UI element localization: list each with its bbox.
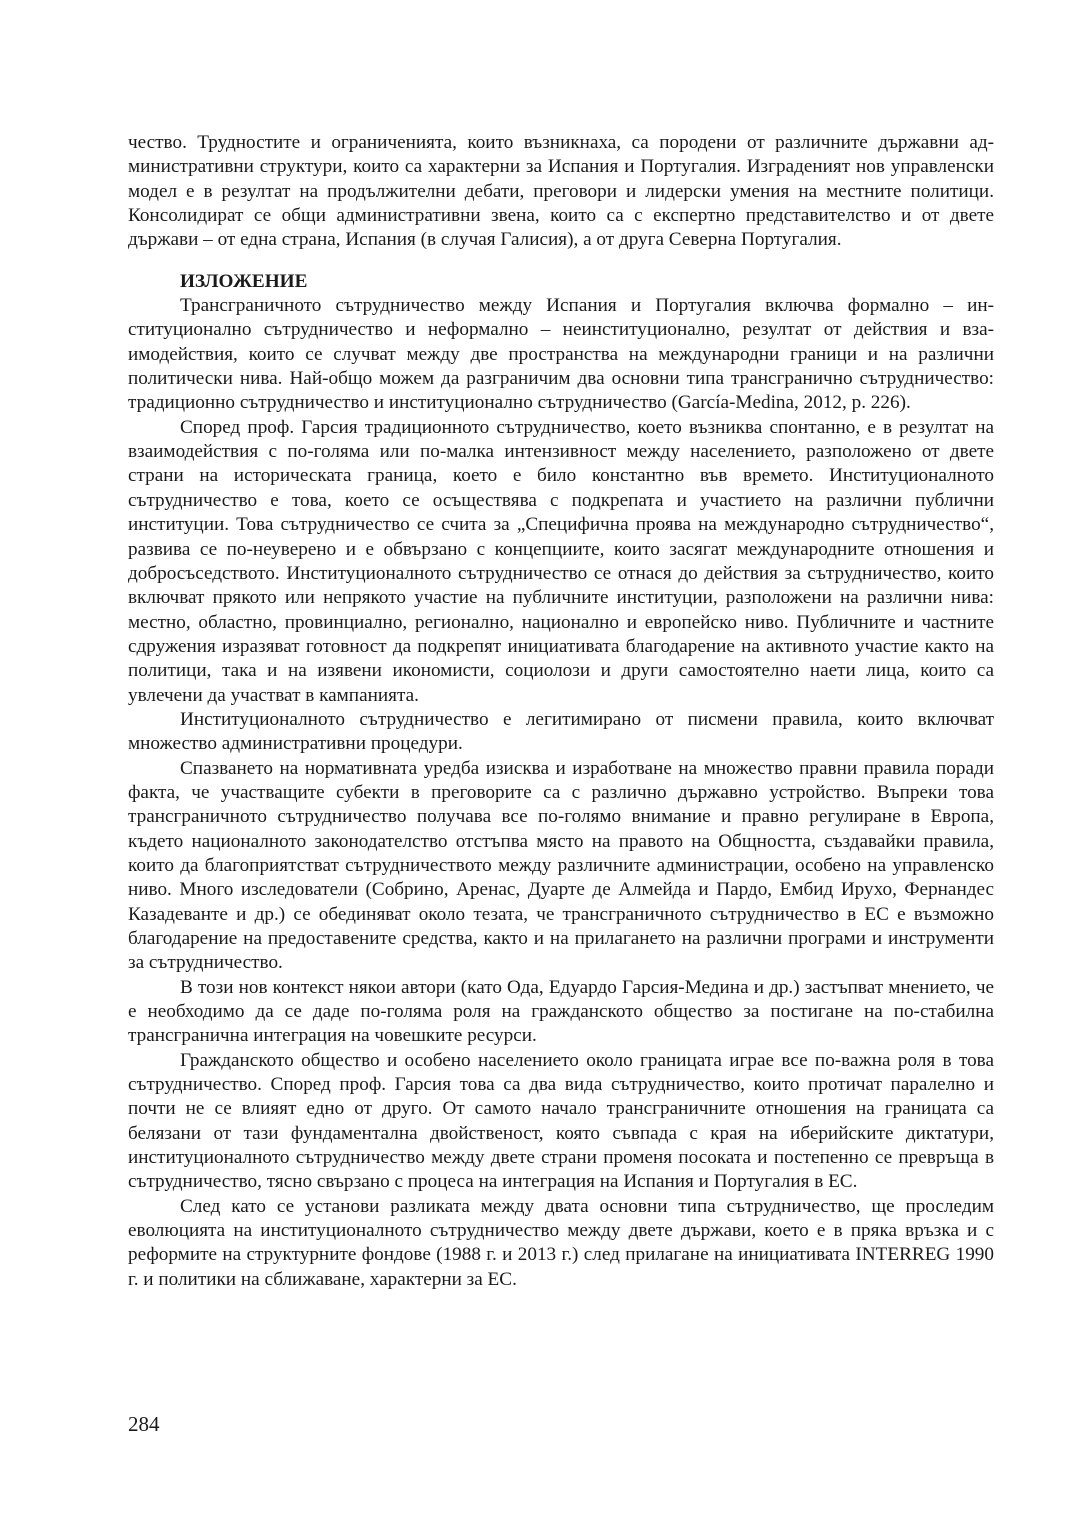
body-paragraph-4: Спазването на нормативната уредба изисква и изработване на множество правни правила поради факта, че участващите субекти в преговорите са с различно държавно устройство. Въпреки това трансграничното сътрудничество получава все по-голямо внимание и правно регулиране в Европа, където националното законодателство отстъпва място на правото на Общността, създавайки правила, които да благоприятстват сътрудничеството между различните администрации, особено на управленско ниво. Много изследователи (Собрино, Аренас, Дуарте де Алмейда и Пардо, Ембид Ирухо, Фернандес Казадеванте и др.) се обединяват около тезата, че трансграничното сътрудничество в ЕС е възможно благодарение на предоставените средства, както и на прилагането на различни програми и инструменти за сътрудничество. [128, 757, 994, 974]
body-paragraph-7: След като се установи разликата между двата основни типа сътрудничество, ще проследим еволюцията на институционалното сътрудничество между двете държави, което е в пряка връзка и с реформите на структурните фондове (1988 г. и 2013 г.) след прилагане на инициативата INTERREG 1990 г. и политики на сближаване, характерни за ЕС. [128, 1195, 994, 1290]
body-paragraph-3: Институционалното сътрудничество е легитимирано от писмени правила, които включват множество административни процедури. [128, 708, 994, 755]
body-paragraph-5: В този нов контекст някои автори (като Ода, Едуардо Гарсия-Медина и др.) застъпват мнението, че е необходимо да се даде по-голяма роля на гражданското общество за постигане на по-стабилна трансгранична интеграция на човешките ресурси. [128, 976, 994, 1047]
page-body [128, 131, 994, 1292]
page-number: 284 [128, 1412, 160, 1436]
body-paragraph-1: Трансграничното сътрудничество между Испания и Португалия включва формално – институционално сътрудничество и неформално – неинституционално, резултат от действия и взаимодействия, които се случват между две пространства на международни граници и на различни политически нива. Най-общо можем да разграничим два основни типа трансгранично сътрудничество: традиционно сътрудничество и институционално сътрудничество (García-Medina, 2012, p. 226). [128, 295, 994, 414]
section-heading: ИЗЛОЖЕНИЕ [180, 270, 308, 292]
intro-paragraph: чество. Трудностите и ограниченията, които възникнаха, са породени от различните държавни административни структури, които са характерни за Испания и Португалия. Изградeният нов управленски модел е в резултат на продължителни дебати, преговори и лидерски умения на местните политици. Консолидират се общи административни звена, които са с експертно представителство и от двете държави – от една страна, Испания (в случая Галисия), а от друга Северна Португалия. [128, 132, 994, 251]
body-paragraph-2: Според проф. Гарсия традиционното сътрудничество, което възниква спонтанно, е в резултат на взаимодействия с по-голяма или по-малка интензивност между населението, разположено от двете страни на историческата граница, което е било константно във времето. Институционалното сътрудничество е това, което се осъществява с подкрепата и участието на различни публични институции. Това сътрудничество се счита за „Специфична проява на международно сътрудничество“, развива се по-неуверено и е обвързано с концепциите, които засягат международните отношения и добросъседството. Институционалното сътрудничество се отнася до действия за сътрудничество, които включват прякото или непрякото участие на публичните институции, разположени на различни нива: местно, областно, провинциално, регионално, национално и европейско ниво. Публичните и частните сдружения изразяват готовност да подкрепят инициативата благодарение на активното участие както на политици, така и на изявени икономисти, социолози и други самостоятелно наети лица, които са увлечени да участват в кампанията. [128, 416, 994, 706]
body-paragraph-6: Гражданското общество и особено населението около границата играе все по-важна роля в това сътрудничество. Според проф. Гарсия това са два вида сътрудничество, които протичат паралелно и почти не се влияят едно от друго. От самото начало трансграничните отношения на границата са белязани от тази фундаментална двойственост, която съвпада с края на иберийските диктатури, институционалното сътрудничество между двете страни променя посоката и постепенно се превръща в сътрудничество, тясно свързано с процеса на интеграция на Испания и Португалия в ЕС. [128, 1049, 994, 1193]
